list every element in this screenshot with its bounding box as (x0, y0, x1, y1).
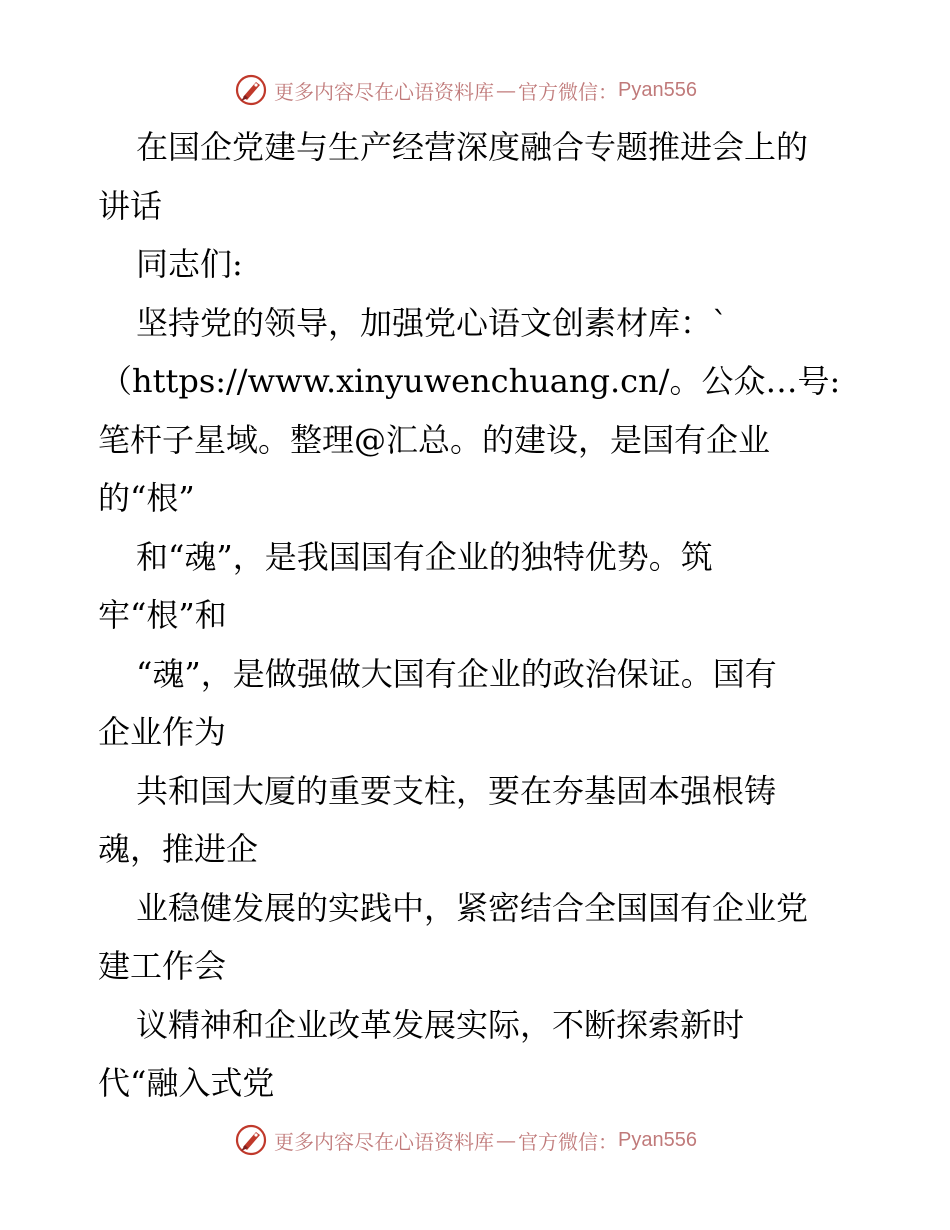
document-title-line-1: 在国企党建与生产经营深度融合专题推进会上的 (136, 128, 809, 166)
paragraph-line: 业稳健发展的实践中，紧密结合全国国有企业党 (136, 888, 809, 927)
paragraph-line: 共和国大厦的重要支柱，要在夯基固本强根铸 (136, 771, 777, 810)
banner-wechat-id: Pyan556 (618, 78, 697, 101)
paragraph-line: 的“根” (98, 479, 195, 517)
banner-wechat-id: Pyan556 (618, 1128, 697, 1151)
paragraph-line: （https://www.xinyuwenchuang.cn/。公众…号: (100, 362, 841, 400)
document-title-line-2: 讲话 (98, 186, 163, 225)
paragraph-line: 议精神和企业改革发展实际，不断探索新时 (136, 1005, 745, 1044)
paragraph-line: 代“融入式党 (98, 1064, 275, 1102)
document-body (98, 118, 868, 1113)
paragraph-line: 笔杆子星域。整理@汇总。的建设，是国有企业 (98, 420, 771, 459)
banner-dash: — (496, 1128, 516, 1152)
footer-banner (234, 1122, 714, 1158)
paragraph-line: “魂”，是做强做大国有企业的政治保证。国有 (136, 654, 777, 693)
banner-dash: — (496, 78, 516, 102)
banner-text: 更多内容尽在心语资料库 (274, 79, 494, 104)
banner-text: 更多内容尽在心语资料库 (274, 1129, 494, 1154)
banner-wechat-label: 官方微信： (518, 1129, 618, 1154)
salutation: 同志们: (136, 245, 243, 283)
paragraph-line: 建工作会 (98, 947, 227, 985)
paragraph-line: 魂，推进企 (98, 830, 259, 868)
pen-nib-logo-icon (234, 73, 268, 107)
paragraph-line: 企业作为 (98, 713, 227, 751)
paragraph-line: 和“魂”，是我国国有企业的独特优势。筑 (136, 537, 713, 576)
paragraph-line: 牢“根”和 (98, 596, 227, 634)
pen-nib-logo-icon (234, 1123, 268, 1157)
header-banner (234, 72, 714, 108)
paragraph-line: 坚持党的领导，加强党心语文创素材库：` (136, 303, 729, 342)
banner-wechat-label: 官方微信： (518, 79, 618, 104)
